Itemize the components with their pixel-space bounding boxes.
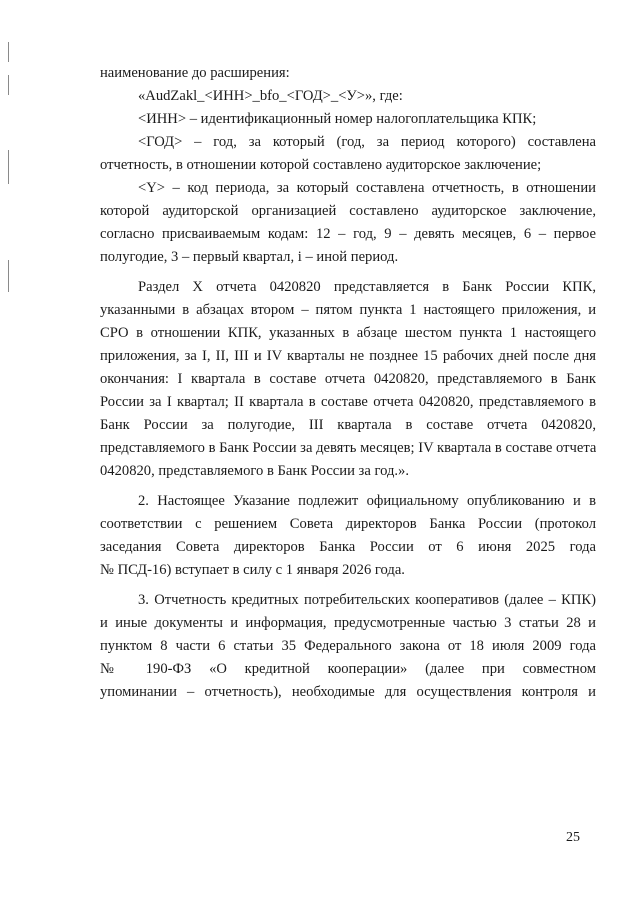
text-line: 0420820, представляемого в Банк России за год.».: [100, 463, 409, 479]
text-line: 2. Настоящее Указание подлежит официальному опубликованию и в: [138, 493, 596, 509]
text-line: упоминании – отчетность), необходимые для осуществления контроля и: [100, 684, 596, 700]
text-line: которой аудиторской организацией составлено аудиторское заключение,: [100, 203, 596, 219]
text-line: России за I квартал; II квартала в составе отчета 0420820, представляемого в: [100, 394, 596, 410]
text-line: <ИНН> – идентификационный номер налогоплательщика КПК;: [138, 111, 537, 127]
paragraph-gap: [100, 269, 596, 276]
text-line: полугодие, 3 – первый квартал, i – иной период.: [100, 249, 399, 265]
text-line: СРО в отношении КПК, указанных в абзаце шестом пункта 1 настоящего: [100, 325, 596, 341]
text-line: пунктом 8 части 6 статьи 35 Федерального закона от 18 июля 2009 года: [100, 638, 596, 654]
text-line: 3. Отчетность кредитных потребительских кооперативов (далее – КПК): [138, 592, 596, 608]
document-body: [100, 62, 596, 704]
text-line: «AudZakl_<ИНН>_bfo_<ГОД>_<У>», где:: [138, 88, 403, 104]
paragraph-gap: [100, 483, 596, 490]
text-line: № ПСД-16) вступает в силу с 1 января 2026 года.: [100, 562, 405, 578]
text-line: приложения, за I, II, III и IV кварталы не позднее 15 рабочих дней после дня: [100, 348, 596, 364]
scan-edge-mark: [8, 260, 9, 292]
text-line: наименование до расширения:: [100, 65, 290, 81]
text-line: <ГОД> – год, за который (год, за период которого) составлена: [138, 134, 596, 150]
scan-edge-mark: [8, 42, 9, 62]
text-line: указанными в абзацах втором – пятом пункта 1 настоящего приложения, и: [100, 302, 596, 318]
text-line: № 190-ФЗ «О кредитной кооперации» (далее при совместном: [100, 661, 596, 677]
paragraph-gap: [100, 582, 596, 589]
scan-edge-mark: [8, 75, 9, 95]
text-line: согласно присваиваемым кодам: 12 – год, 9 – девять месяцев, 6 – первое: [100, 226, 596, 242]
text-line: Банк России за полугодие, III квартала в составе отчета 0420820,: [100, 417, 596, 433]
page-number: 25: [566, 830, 580, 845]
text-line: соответствии с решением Совета директоров Банка России (протокол: [100, 516, 596, 532]
text-line: <Y> – код периода, за который составлена отчетность, в отношении: [138, 180, 596, 196]
text-line: заседания Совета директоров Банка России от 6 июня 2025 года: [100, 539, 596, 555]
scan-edge-mark: [8, 150, 9, 184]
text-line: Раздел X отчета 0420820 представляется в Банк России КПК,: [138, 279, 596, 295]
text-line: и иные документы и информация, предусмотренные частью 3 статьи 28 и: [100, 615, 596, 631]
text-line: отчетность, в отношении которой составлено аудиторское заключение;: [100, 157, 542, 173]
text-line: представляемого в Банк России за девять месяцев; IV квартала в составе отчета: [100, 440, 596, 456]
text-line: окончания: I квартала в составе отчета 0420820, представляемого в Банк: [100, 371, 596, 387]
